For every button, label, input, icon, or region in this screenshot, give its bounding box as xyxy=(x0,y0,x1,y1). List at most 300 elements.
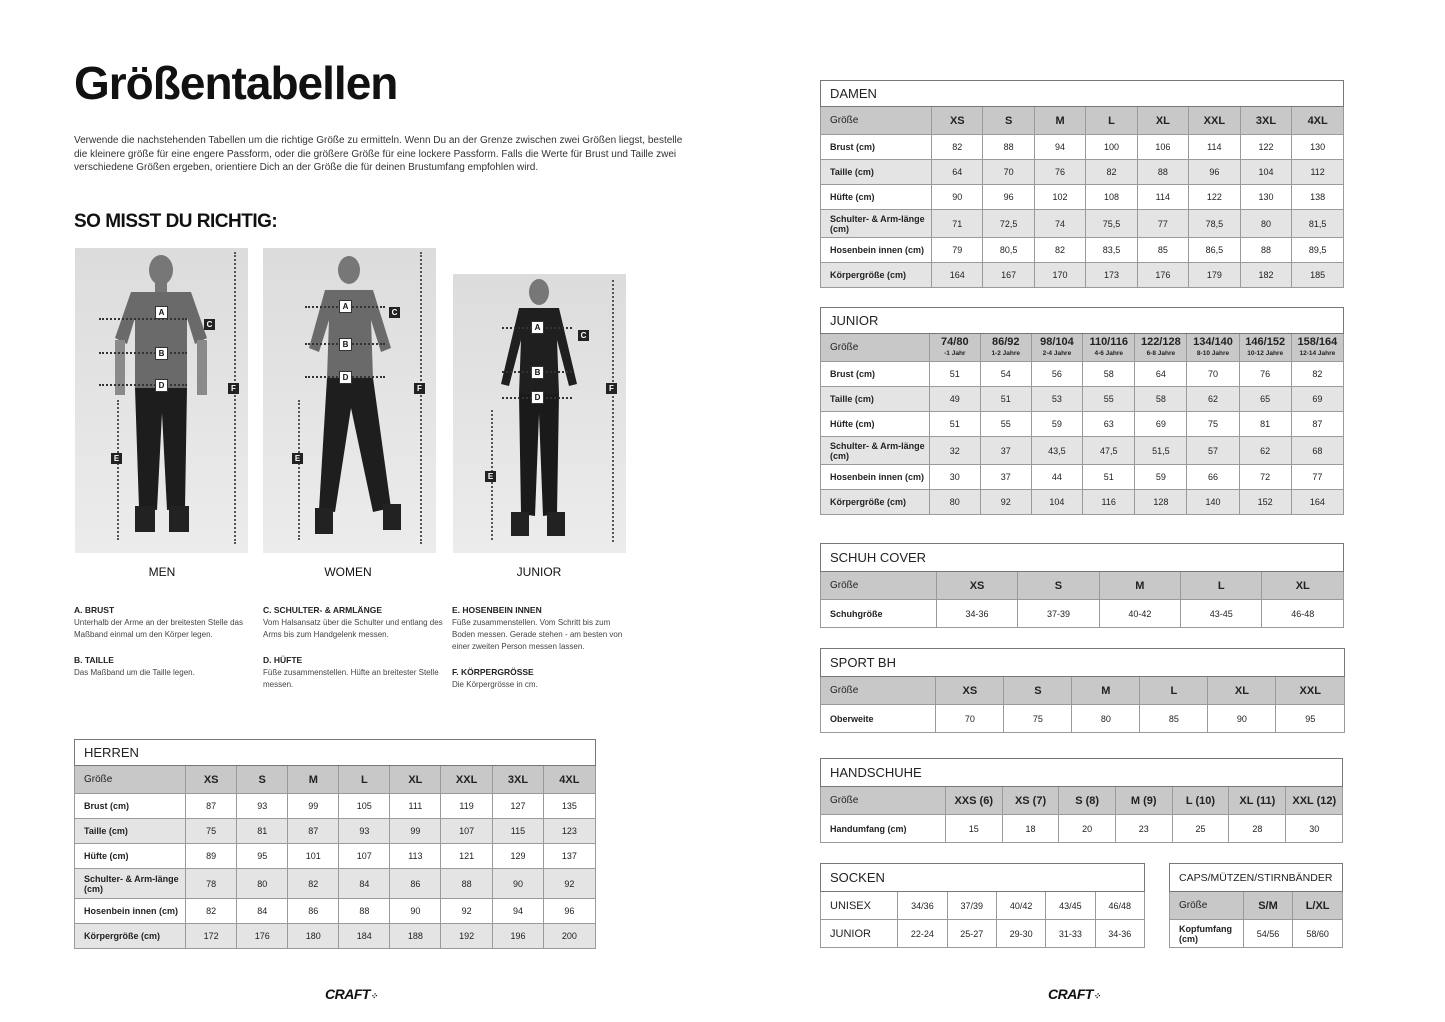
table-cell: 34-36 xyxy=(1095,920,1144,948)
size-label: XS (7) xyxy=(1014,794,1047,807)
table-cell: 59 xyxy=(1031,412,1083,437)
schuhcover-size-header xyxy=(1099,572,1180,600)
table-cell: 115 xyxy=(492,819,543,844)
table-cell: 57 xyxy=(1187,437,1239,465)
table-cell: 137 xyxy=(544,844,595,869)
size-label: S/M xyxy=(1258,899,1278,912)
table-cell: 81,5 xyxy=(1292,210,1344,238)
table-row xyxy=(821,465,1344,490)
table-row xyxy=(821,892,1145,920)
table-cell: 138 xyxy=(1292,185,1344,210)
table-cell: 94 xyxy=(492,899,543,924)
intro-text: Verwende die nachstehenden Tabellen um die richtige Größe zu ermitteln. Wenn Du an der Grenze zwischen zwei Größen liegst, bestelle die kleinere größe für eine engere Passform, oder die größere Größe für eine lockere Passform. Falls die Werte für Brust und Taille zwei verschiedene Größen ergeben, orientiere Dich an der Größe die für deinen Brustumfang empfohlen wird. xyxy=(74,135,683,173)
figure-men-photo xyxy=(75,248,248,553)
table-cell: 105 xyxy=(339,794,390,819)
row-label: Hosenbein innen (cm) xyxy=(821,238,932,263)
size-label: L/XL xyxy=(1305,899,1330,912)
table-row xyxy=(821,160,1344,185)
men-line-a xyxy=(99,318,187,320)
schuhcover-size-header xyxy=(936,572,1017,600)
table-cell: 82 xyxy=(288,869,339,899)
table-cell: 86 xyxy=(288,899,339,924)
table-cell: 185 xyxy=(1292,263,1344,288)
table-cell: 121 xyxy=(441,844,492,869)
table-row xyxy=(821,135,1344,160)
socken-title: SOCKEN xyxy=(821,864,1145,892)
table-cell: 173 xyxy=(1086,263,1137,288)
table-cell: 114 xyxy=(1137,185,1188,210)
table-cell: 182 xyxy=(1240,263,1292,288)
herren-size-header xyxy=(441,766,492,794)
men-marker-a: A xyxy=(155,306,168,319)
table-cell: 82 xyxy=(186,899,237,924)
craft-logo-right: CRAFT⁘ xyxy=(1048,986,1101,1002)
damen-size-header xyxy=(1189,107,1241,135)
schuhcover-header-label: Größe xyxy=(821,572,937,600)
table-cell: 192 xyxy=(441,924,492,949)
table-cell: 75,5 xyxy=(1086,210,1137,238)
damen-header-label: Größe xyxy=(821,107,932,135)
junior-table xyxy=(820,307,1344,515)
women-line-e xyxy=(298,400,300,540)
schuhcover-size-header xyxy=(1262,572,1344,600)
junior-size-header xyxy=(1031,334,1083,362)
table-cell: 66 xyxy=(1187,465,1239,490)
size-label: M xyxy=(1055,114,1065,127)
note-heading-koerpergroesse: F. KÖRPERGRÖSSE xyxy=(452,667,534,677)
figure-caption-men: MEN xyxy=(148,565,176,579)
table-cell: 87 xyxy=(1291,412,1343,437)
size-label: 3XL xyxy=(1255,114,1277,127)
table-cell: 122 xyxy=(1189,185,1241,210)
table-cell: 55 xyxy=(1083,387,1135,412)
table-cell: 23 xyxy=(1115,815,1172,843)
row-label: Taille (cm) xyxy=(821,387,930,412)
table-cell: 82 xyxy=(1291,362,1343,387)
table-cell: 86,5 xyxy=(1189,238,1241,263)
table-cell: 87 xyxy=(288,819,339,844)
junior-size-header xyxy=(1291,334,1343,362)
table-row xyxy=(821,437,1344,465)
note-text-hosenbein: Füße zusammenstellen. Vom Schritt bis zum Boden messen. Gerade stehen - am besten von einer zweiten Person messen lassen. xyxy=(452,618,623,651)
table-row xyxy=(1170,920,1343,948)
table-cell: 85 xyxy=(1137,238,1188,263)
table-cell: 56 xyxy=(1031,362,1083,387)
row-label: Hosenbein innen (cm) xyxy=(821,465,930,490)
damen-size-header xyxy=(983,107,1034,135)
row-label: Körpergröße (cm) xyxy=(75,924,186,949)
table-cell: 80 xyxy=(1072,705,1140,733)
row-label: Brust (cm) xyxy=(821,135,932,160)
table-cell: 104 xyxy=(1031,490,1083,515)
size-label: M xyxy=(308,773,318,786)
caps-header-label: Größe xyxy=(1170,892,1244,920)
table-cell: 152 xyxy=(1239,490,1291,515)
table-cell: 62 xyxy=(1239,437,1291,465)
table-cell: 70 xyxy=(936,705,1004,733)
table-row xyxy=(75,844,596,869)
size-label: S xyxy=(258,773,266,786)
table-cell: 130 xyxy=(1240,185,1292,210)
note-heading-taille: B. TAILLE xyxy=(74,655,114,665)
table-cell: 15 xyxy=(945,815,1002,843)
herren-title: HERREN xyxy=(75,740,596,766)
size-label: XL xyxy=(1234,684,1249,697)
table-cell: 128 xyxy=(1135,490,1187,515)
table-cell: 34/36 xyxy=(898,892,947,920)
size-label: XXS (6) xyxy=(954,794,993,807)
age-label: 1-2 Jahre xyxy=(991,349,1020,357)
table-cell: 79 xyxy=(932,238,983,263)
size-label: XXL xyxy=(1299,684,1321,697)
men-line-b xyxy=(99,352,187,354)
size-label: L xyxy=(1108,114,1115,127)
table-cell: 95 xyxy=(237,844,288,869)
table-cell: 70 xyxy=(983,160,1034,185)
table-cell: 179 xyxy=(1189,263,1241,288)
table-cell: 96 xyxy=(983,185,1034,210)
table-cell: 127 xyxy=(492,794,543,819)
table-cell: 84 xyxy=(237,899,288,924)
sportbh-size-header xyxy=(936,677,1004,705)
table-cell: 92 xyxy=(544,869,595,899)
table-cell: 89,5 xyxy=(1292,238,1344,263)
table-cell: 90 xyxy=(492,869,543,899)
junior-size-header xyxy=(1187,334,1239,362)
size-label: XL xyxy=(1295,579,1310,592)
table-cell: 176 xyxy=(237,924,288,949)
size-label: XL xyxy=(408,773,423,786)
table-cell: 51,5 xyxy=(1135,437,1187,465)
table-cell: 184 xyxy=(339,924,390,949)
socken-table xyxy=(820,863,1145,948)
age-label: 4-6 Jahre xyxy=(1094,349,1123,357)
table-cell: 58 xyxy=(1083,362,1135,387)
size-label: XS xyxy=(969,579,985,592)
herren-size-header xyxy=(237,766,288,794)
table-row xyxy=(821,387,1344,412)
size-label: 134/140 xyxy=(1193,335,1233,348)
table-cell: 170 xyxy=(1034,263,1085,288)
craft-logo-left: CRAFT⁘ xyxy=(325,986,378,1002)
table-cell: 64 xyxy=(932,160,983,185)
men-marker-f: F xyxy=(228,383,239,394)
damen-title: DAMEN xyxy=(821,81,1344,107)
damen-size-header xyxy=(1292,107,1344,135)
table-cell: 95 xyxy=(1276,705,1345,733)
table-cell: 75 xyxy=(1187,412,1239,437)
page-title: Größentabellen xyxy=(74,57,398,109)
figure-women-photo xyxy=(263,248,436,553)
size-label: S xyxy=(1005,114,1013,127)
handschuhe-header-label: Größe xyxy=(821,787,946,815)
table-cell: 113 xyxy=(390,844,441,869)
table-cell: 37 xyxy=(980,465,1031,490)
size-label: L xyxy=(1217,579,1225,592)
table-cell: 108 xyxy=(1086,185,1137,210)
caps-size-header xyxy=(1243,892,1293,920)
size-label: XS xyxy=(962,684,978,697)
table-cell: 167 xyxy=(983,263,1034,288)
table-row xyxy=(75,899,596,924)
schuhcover-table xyxy=(820,543,1344,628)
table-cell: 78 xyxy=(186,869,237,899)
sportbh-size-header xyxy=(1276,677,1345,705)
table-cell: 51 xyxy=(1083,465,1135,490)
table-cell: 22-24 xyxy=(898,920,947,948)
size-label: 86/92 xyxy=(991,335,1020,348)
table-cell: 49 xyxy=(929,387,980,412)
herren-table xyxy=(74,739,596,949)
table-cell: 43,5 xyxy=(1031,437,1083,465)
table-cell: 180 xyxy=(288,924,339,949)
table-cell: 89 xyxy=(186,844,237,869)
table-cell: 18 xyxy=(1002,815,1059,843)
table-cell: 88 xyxy=(441,869,492,899)
table-cell: 88 xyxy=(339,899,390,924)
handschuhe-size-header xyxy=(1172,787,1229,815)
size-label: 158/164 xyxy=(1297,335,1338,348)
table-cell: 172 xyxy=(186,924,237,949)
size-label: 98/104 xyxy=(1040,335,1074,348)
row-label: UNISEX xyxy=(821,892,898,920)
table-cell: 116 xyxy=(1083,490,1135,515)
table-cell: 37 xyxy=(980,437,1031,465)
table-cell: 88 xyxy=(983,135,1034,160)
table-cell: 55 xyxy=(980,412,1031,437)
junior-size-header xyxy=(980,334,1031,362)
size-label: M (9) xyxy=(1130,794,1157,807)
size-label: XS xyxy=(949,114,965,127)
size-label: L (10) xyxy=(1185,794,1216,807)
table-cell: 119 xyxy=(441,794,492,819)
table-cell: 92 xyxy=(980,490,1031,515)
logo-dots-icon: ⁘ xyxy=(1092,991,1101,1001)
table-cell: 51 xyxy=(980,387,1031,412)
table-cell: 106 xyxy=(1137,135,1188,160)
table-cell: 51 xyxy=(929,362,980,387)
table-cell: 40-42 xyxy=(1099,600,1180,628)
handschuhe-table xyxy=(820,758,1343,843)
table-cell: 69 xyxy=(1291,387,1343,412)
row-label: Taille (cm) xyxy=(75,819,186,844)
table-cell: 40/42 xyxy=(996,892,1045,920)
table-row xyxy=(821,210,1344,238)
schuhcover-size-header xyxy=(1181,572,1262,600)
junior-marker-f: F xyxy=(606,383,617,394)
table-cell: 96 xyxy=(544,899,595,924)
table-cell: 82 xyxy=(1086,160,1137,185)
table-row xyxy=(821,490,1344,515)
table-cell: 88 xyxy=(1240,238,1292,263)
size-label: XXL xyxy=(1203,114,1226,127)
herren-header-label: Größe xyxy=(75,766,186,794)
row-label: Körpergröße (cm) xyxy=(821,490,930,515)
size-label: 4XL xyxy=(559,773,580,786)
table-cell: 80 xyxy=(237,869,288,899)
table-cell: 54 xyxy=(980,362,1031,387)
table-cell: 80 xyxy=(1240,210,1292,238)
figure-junior-photo xyxy=(453,274,626,553)
handschuhe-size-header xyxy=(1059,787,1116,815)
row-label: Körpergröße (cm) xyxy=(821,263,932,288)
table-cell: 28 xyxy=(1229,815,1286,843)
herren-size-header xyxy=(390,766,441,794)
handschuhe-size-header xyxy=(1286,787,1343,815)
table-cell: 93 xyxy=(237,794,288,819)
damen-size-header xyxy=(1137,107,1188,135)
size-label: S xyxy=(1054,579,1063,592)
table-cell: 29-30 xyxy=(996,920,1045,948)
table-cell: 99 xyxy=(390,819,441,844)
table-cell: 100 xyxy=(1086,135,1137,160)
table-cell: 75 xyxy=(1004,705,1072,733)
table-cell: 25 xyxy=(1172,815,1229,843)
junior-line-f xyxy=(612,280,614,542)
junior-silhouette xyxy=(453,274,626,553)
women-marker-c: C xyxy=(389,307,400,318)
damen-table xyxy=(820,80,1344,288)
junior-size-header xyxy=(1239,334,1291,362)
junior-marker-e: E xyxy=(485,471,496,482)
junior-title: JUNIOR xyxy=(821,308,1344,334)
size-label: XXL (12) xyxy=(1292,794,1337,807)
women-line-f xyxy=(420,252,422,544)
table-cell: 70 xyxy=(1187,362,1239,387)
caps-title: CAPS/MÜTZEN/STIRNBÄNDER xyxy=(1170,864,1343,892)
age-label: 12-14 Jahre xyxy=(1299,349,1336,357)
men-marker-e: E xyxy=(111,453,122,464)
note-text-schulter: Vom Halsansatz über die Schulter und entlang des Arms bis zum Handgelenk messen. xyxy=(263,618,443,639)
table-row xyxy=(75,924,596,949)
table-cell: 90 xyxy=(390,899,441,924)
note-text-brust: Unterhalb der Arme an der breitesten Stelle das Maßband einmal um den Körper legen. xyxy=(74,618,243,639)
women-marker-b: B xyxy=(339,338,352,351)
junior-marker-a: A xyxy=(531,321,544,334)
junior-size-header xyxy=(929,334,980,362)
damen-size-header xyxy=(1034,107,1085,135)
table-cell: 102 xyxy=(1034,185,1085,210)
table-cell: 76 xyxy=(1239,362,1291,387)
handschuhe-size-header xyxy=(1115,787,1172,815)
table-cell: 43-45 xyxy=(1181,600,1262,628)
men-marker-b: B xyxy=(155,347,168,360)
men-marker-c: C xyxy=(204,319,215,330)
size-label: XXL xyxy=(455,773,478,786)
table-cell: 101 xyxy=(288,844,339,869)
note-heading-huefte: D. HÜFTE xyxy=(263,655,303,665)
junior-marker-b: B xyxy=(531,366,544,379)
herren-size-header xyxy=(288,766,339,794)
handschuhe-title: HANDSCHUHE xyxy=(821,759,1343,787)
table-cell: 83,5 xyxy=(1086,238,1137,263)
men-marker-d: D xyxy=(155,379,168,392)
junior-marker-c: C xyxy=(578,330,589,341)
table-cell: 30 xyxy=(1286,815,1343,843)
table-cell: 78,5 xyxy=(1189,210,1241,238)
table-cell: 80,5 xyxy=(983,238,1034,263)
women-marker-e: E xyxy=(292,453,303,464)
table-cell: 122 xyxy=(1240,135,1292,160)
table-cell: 37/39 xyxy=(947,892,996,920)
table-row xyxy=(821,238,1344,263)
table-row xyxy=(821,705,1345,733)
size-label: 146/152 xyxy=(1245,335,1286,348)
table-cell: 90 xyxy=(1208,705,1276,733)
table-cell: 46/48 xyxy=(1095,892,1144,920)
size-label: L xyxy=(1170,684,1178,697)
table-cell: 94 xyxy=(1034,135,1085,160)
table-cell: 63 xyxy=(1083,412,1135,437)
table-row xyxy=(75,819,596,844)
table-cell: 140 xyxy=(1187,490,1239,515)
schuhcover-size-header xyxy=(1018,572,1099,600)
table-cell: 59 xyxy=(1135,465,1187,490)
size-label: XL (11) xyxy=(1239,794,1276,807)
note-text-koerpergroesse: Die Körpergrösse in cm. xyxy=(452,680,538,689)
row-label: Taille (cm) xyxy=(821,160,932,185)
logo-dots-icon: ⁘ xyxy=(369,991,378,1001)
table-cell: 164 xyxy=(932,263,983,288)
table-cell: 58/60 xyxy=(1293,920,1343,948)
table-row xyxy=(821,600,1344,628)
row-label: Schulter- & Arm-länge (cm) xyxy=(821,210,932,238)
table-cell: 30 xyxy=(929,465,980,490)
table-cell: 54/56 xyxy=(1243,920,1293,948)
table-cell: 96 xyxy=(1189,160,1241,185)
table-cell: 75 xyxy=(186,819,237,844)
table-row xyxy=(821,362,1344,387)
table-cell: 130 xyxy=(1292,135,1344,160)
sportbh-table xyxy=(820,648,1345,733)
table-cell: 77 xyxy=(1291,465,1343,490)
table-cell: 25-27 xyxy=(947,920,996,948)
size-label: 3XL xyxy=(507,773,529,786)
note-heading-hosenbein: E. HOSENBEIN INNEN xyxy=(452,605,542,615)
table-cell: 74 xyxy=(1034,210,1085,238)
junior-marker-d: D xyxy=(531,391,544,404)
table-cell: 93 xyxy=(339,819,390,844)
table-cell: 164 xyxy=(1291,490,1343,515)
men-silhouette xyxy=(75,248,248,553)
women-marker-d: D xyxy=(339,371,352,384)
handschuhe-size-header xyxy=(1002,787,1059,815)
table-cell: 99 xyxy=(288,794,339,819)
age-label: 2-4 Jahre xyxy=(1042,349,1072,357)
figure-caption-women: WOMEN xyxy=(324,565,372,579)
herren-size-header xyxy=(492,766,543,794)
note-heading-schulter: C. SCHULTER- & ARMLÄNGE xyxy=(263,605,382,615)
table-cell: 200 xyxy=(544,924,595,949)
sportbh-size-header xyxy=(1140,677,1208,705)
sportbh-title: SPORT BH xyxy=(821,649,1345,677)
table-cell: 69 xyxy=(1135,412,1187,437)
size-label: S xyxy=(1034,684,1042,697)
table-cell: 47,5 xyxy=(1083,437,1135,465)
sportbh-size-header xyxy=(1072,677,1140,705)
row-label: Kopfumfang (cm) xyxy=(1170,920,1244,948)
row-label: Hüfte (cm) xyxy=(821,412,930,437)
note-text-taille: Das Maßband um die Taille legen. xyxy=(74,668,195,677)
measure-heading: SO MISST DU RICHTIG: xyxy=(74,211,278,232)
size-label: M xyxy=(1135,579,1145,592)
table-cell: 84 xyxy=(339,869,390,899)
table-cell: 85 xyxy=(1140,705,1208,733)
size-label: XL xyxy=(1155,114,1170,127)
table-cell: 76 xyxy=(1034,160,1085,185)
row-label: Hüfte (cm) xyxy=(821,185,932,210)
damen-size-header xyxy=(932,107,983,135)
